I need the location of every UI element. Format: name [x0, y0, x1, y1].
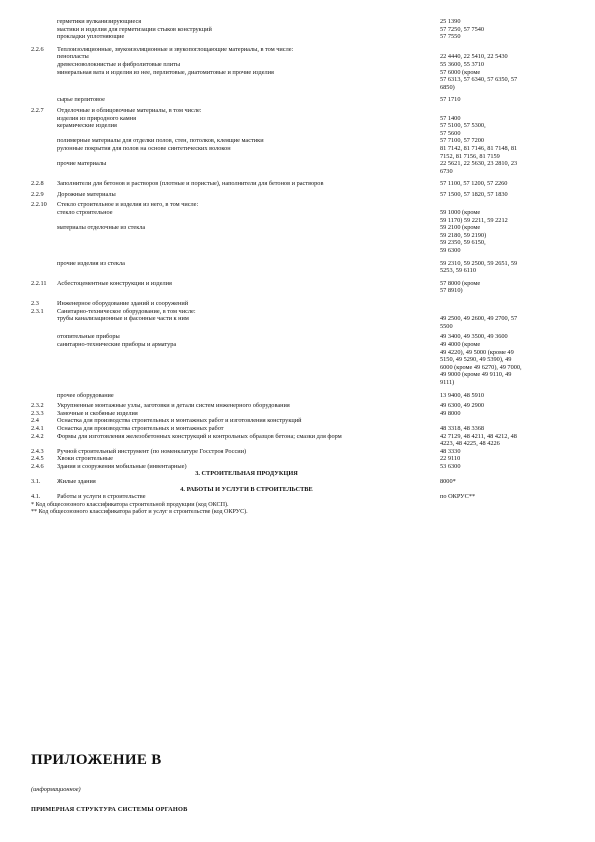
- appendix-title: ПРИЛОЖЕНИЕ В: [31, 752, 162, 768]
- row-code: 81 7142, 81 7146, 81 7148, 81 7152, 81 7156, 81 7159: [440, 144, 518, 160]
- table-row: [31, 478, 571, 486]
- table-row: [31, 191, 571, 199]
- table-row: [31, 115, 571, 123]
- section-heading-row: [31, 470, 571, 478]
- table-row: [31, 341, 571, 387]
- table-row: [31, 46, 571, 54]
- row-code: 57 7250, 57 7540: [440, 25, 485, 33]
- row-text: минеральная вата и изделия из нее, перлитовые, диатомитовые и прочие изделия: [57, 68, 274, 76]
- row-code: 25 1390: [440, 18, 461, 25]
- row-code: 57 5100, 57 5300, 57 5600: [440, 122, 486, 137]
- row-text: прокладки уплотняющие: [57, 33, 125, 41]
- row-number: 2.2.9: [31, 190, 44, 198]
- row-text: Укрупненные монтажные узлы, заготовки и детали систем инженерного оборудования: [57, 402, 290, 410]
- row-text: Жилые здания: [57, 478, 96, 486]
- table-row: [31, 392, 571, 400]
- row-text: прочие материалы: [57, 160, 107, 168]
- table-row: [31, 455, 571, 463]
- row-text: Ручной строительный инструмент (по номенклатуре Госстроя России): [57, 447, 247, 455]
- row-number: 2.3: [31, 300, 39, 307]
- section-heading-row: [31, 486, 571, 494]
- table-row: [31, 463, 571, 471]
- row-text: рулонные покрытия для полов на основе синтетических волокон: [57, 144, 231, 152]
- row-number: 2.3.3: [31, 409, 44, 417]
- row-text: Теплоизоляционные, звукоизоляционные и звукопоглощающие материалы, в том числе:: [57, 45, 294, 53]
- table-row: [31, 209, 571, 224]
- row-code: 22 5621, 22 5630, 23 2810, 23 6730: [440, 160, 518, 175]
- row-text: 4. РАБОТЫ И УСЛУГИ В СТРОИТЕЛЬСТВЕ: [180, 485, 313, 493]
- table-row: [31, 300, 571, 308]
- row-number: 2.4.6: [31, 462, 44, 470]
- table-row: [31, 280, 571, 295]
- row-code: 59 2100 (кроме 59 2180, 59 2190) 59 2350, 59 6150, 59 6300: [440, 224, 487, 255]
- row-text: изделия из природного камня: [57, 114, 137, 122]
- row-code: 57 8000 (кроме 57 8910): [440, 279, 481, 295]
- row-code: 55 3600, 55 3710: [440, 60, 485, 68]
- row-text: стекло строительное: [57, 209, 113, 217]
- table-row: [31, 260, 571, 275]
- row-number: 2.4.3: [31, 447, 44, 455]
- row-code: 8000*: [440, 478, 456, 486]
- row-text: Формы для изготовления железобетонных конструкций и контрольных образцов бетона; смазки для форм: [57, 432, 342, 440]
- row-number: 3.1.: [31, 478, 41, 486]
- row-code: 49 8000: [440, 409, 461, 417]
- row-number: 2.4.5: [31, 455, 44, 463]
- table-row: [31, 224, 571, 254]
- footnote: * Код общесоюзного классификатора строительной продукции (код ОКСП).: [31, 501, 229, 508]
- row-number: 2.4.1: [31, 424, 44, 432]
- table-row: [31, 96, 571, 104]
- row-number: 2.2.6: [31, 45, 44, 53]
- row-number: 2.3.2: [31, 402, 44, 410]
- row-code: 13 9400, 48 5910: [440, 391, 485, 399]
- row-number: 2.3.1: [31, 307, 44, 315]
- row-code: 57 1100, 57 1200, 57 2260: [440, 180, 508, 188]
- table-row: [31, 145, 571, 160]
- row-number: 2.2.10: [31, 201, 47, 209]
- row-text: пенопласты: [57, 53, 89, 61]
- row-code: 57 6000 (кроме 57 6313, 57 6340, 57 6350, 57 6850): [440, 68, 518, 91]
- row-number: 2.4.2: [31, 432, 44, 440]
- row-code: 57 1710: [440, 96, 461, 104]
- row-code: 59 1000 (кроме 59 1170) 59 2211, 59 2212: [440, 209, 508, 224]
- row-text: трубы канализационные и фасонные части к ним: [57, 315, 189, 323]
- row-code: 49 3400, 49 3500, 49 3600: [440, 333, 508, 341]
- table-row: [31, 315, 571, 330]
- table-row: [31, 448, 571, 456]
- table-row: [31, 402, 571, 410]
- row-text: Отделочные и облицовочные материалы, в том числе:: [57, 106, 202, 114]
- row-text: полимерные материалы для отделки полов, стен, потолков, клеящие мастики: [57, 137, 264, 145]
- row-number: 4.1.: [31, 493, 41, 501]
- table-row: [31, 308, 571, 316]
- table-row: [31, 137, 571, 145]
- row-text: Здания и сооружения мобильные (инвентарные): [57, 462, 187, 470]
- table-row: [31, 333, 571, 341]
- table-row: [31, 69, 571, 92]
- row-code: 57 1500, 57 1820, 57 1830: [440, 190, 508, 198]
- row-text: санитарно-технические приборы и арматура: [57, 340, 177, 348]
- table-row: [31, 53, 571, 61]
- table-row: [31, 493, 571, 501]
- table-row: [31, 61, 571, 69]
- row-number: 2.2.8: [31, 180, 44, 188]
- table-row: [31, 33, 571, 41]
- row-number: 2.4: [31, 417, 39, 425]
- row-text: Асбестоцементные конструкции и изделия: [57, 279, 172, 287]
- row-text: керамические изделия: [57, 122, 117, 130]
- footnote: ** Код общесоюзного классификатора работ и услуг в строительстве (код ОКРУС).: [31, 509, 248, 516]
- row-text: Санитарно-техническое оборудование, в том числе:: [57, 307, 196, 315]
- row-text: древесноволокнистые и фибролитовые плиты: [57, 60, 181, 68]
- row-code: 53 6300: [440, 462, 461, 470]
- row-number: 2.2.7: [31, 106, 44, 114]
- row-text: Инженерное оборудование зданий и сооружений: [57, 300, 189, 307]
- row-code: по ОКРУС**: [440, 493, 476, 501]
- row-code: 48 3330: [440, 447, 461, 455]
- table-row: [31, 122, 571, 137]
- table-row: [31, 425, 571, 433]
- row-code: 57 1400: [440, 114, 461, 122]
- row-code: 48 3318, 48 3368: [440, 424, 485, 432]
- table-row: [31, 417, 571, 425]
- row-text: Оснастка для производства строительных и монтажных работ: [57, 424, 224, 432]
- table-row: [31, 201, 571, 209]
- table-row: [31, 18, 571, 26]
- table-row: [31, 26, 571, 34]
- row-code: 57 7550: [440, 33, 461, 41]
- row-text: Хвоки строительные: [57, 455, 113, 463]
- row-text: материалы отделочные из стекла: [57, 224, 146, 232]
- appendix-heading: ПРИМЕРНАЯ СТРУКТУРА СИСТЕМЫ ОРГАНОВ: [31, 806, 188, 813]
- row-text: сырье перлитовое: [57, 96, 105, 104]
- row-code: 49 6300, 49 2900: [440, 402, 485, 410]
- row-text: прочее оборудование: [57, 391, 114, 399]
- row-text: 3. СТРОИТЕЛЬНАЯ ПРОДУКЦИЯ: [195, 470, 298, 478]
- table-row: [31, 107, 571, 115]
- row-text: Оснастка для производства строительных и монтажных работ и изготовления конструкций: [57, 417, 302, 425]
- table-row: [31, 433, 571, 448]
- row-code: 49 4000 (кроме 49 4220), 49 5000 (кроме 49 5150, 49 5290, 49 5390), 49 6000 (кроме 49 6270), 49 7000, 49 9000 (кроме 49 9110, 49 9111): [440, 340, 522, 386]
- row-code: 42 7129, 48 4211, 48 4212, 48 4223, 48 4225, 48 4226: [440, 432, 517, 448]
- row-text: Дорожные материалы: [57, 190, 116, 198]
- table-row: [31, 160, 571, 175]
- row-code: 22 4440, 22 5410, 22 5430: [440, 53, 508, 61]
- row-text: Замочные и скобяные изделия: [57, 409, 138, 417]
- row-text: прочие изделия из стекла: [57, 259, 125, 267]
- table-row: [31, 410, 571, 418]
- row-text: мастики и изделия для герметизации стыков конструкций: [57, 25, 212, 33]
- appendix-subtitle: (информационное): [31, 786, 81, 793]
- row-text: Стекло строительное и изделия из него, в том числе:: [57, 201, 199, 209]
- row-code: 22 9110: [440, 455, 461, 463]
- classification-table: [31, 18, 571, 516]
- row-text: Работы и услуги в строительстве: [57, 493, 146, 501]
- row-code: 59 2310, 59 2500, 59 2651, 59 5253, 59 6110: [440, 259, 518, 275]
- table-row: [31, 180, 571, 188]
- row-text: отопительные приборы: [57, 333, 120, 341]
- row-text: Заполнители для бетонов и растворов (плотные и пористые), наполнители для бетонов и растворов: [57, 180, 324, 188]
- row-number: 2.2.11: [31, 279, 47, 287]
- row-code: 49 2500, 49 2600, 49 2700, 57 5500: [440, 315, 518, 330]
- row-code: 57 7100, 57 7200: [440, 137, 485, 145]
- row-text: герметики вулканизирующиеся: [57, 18, 142, 25]
